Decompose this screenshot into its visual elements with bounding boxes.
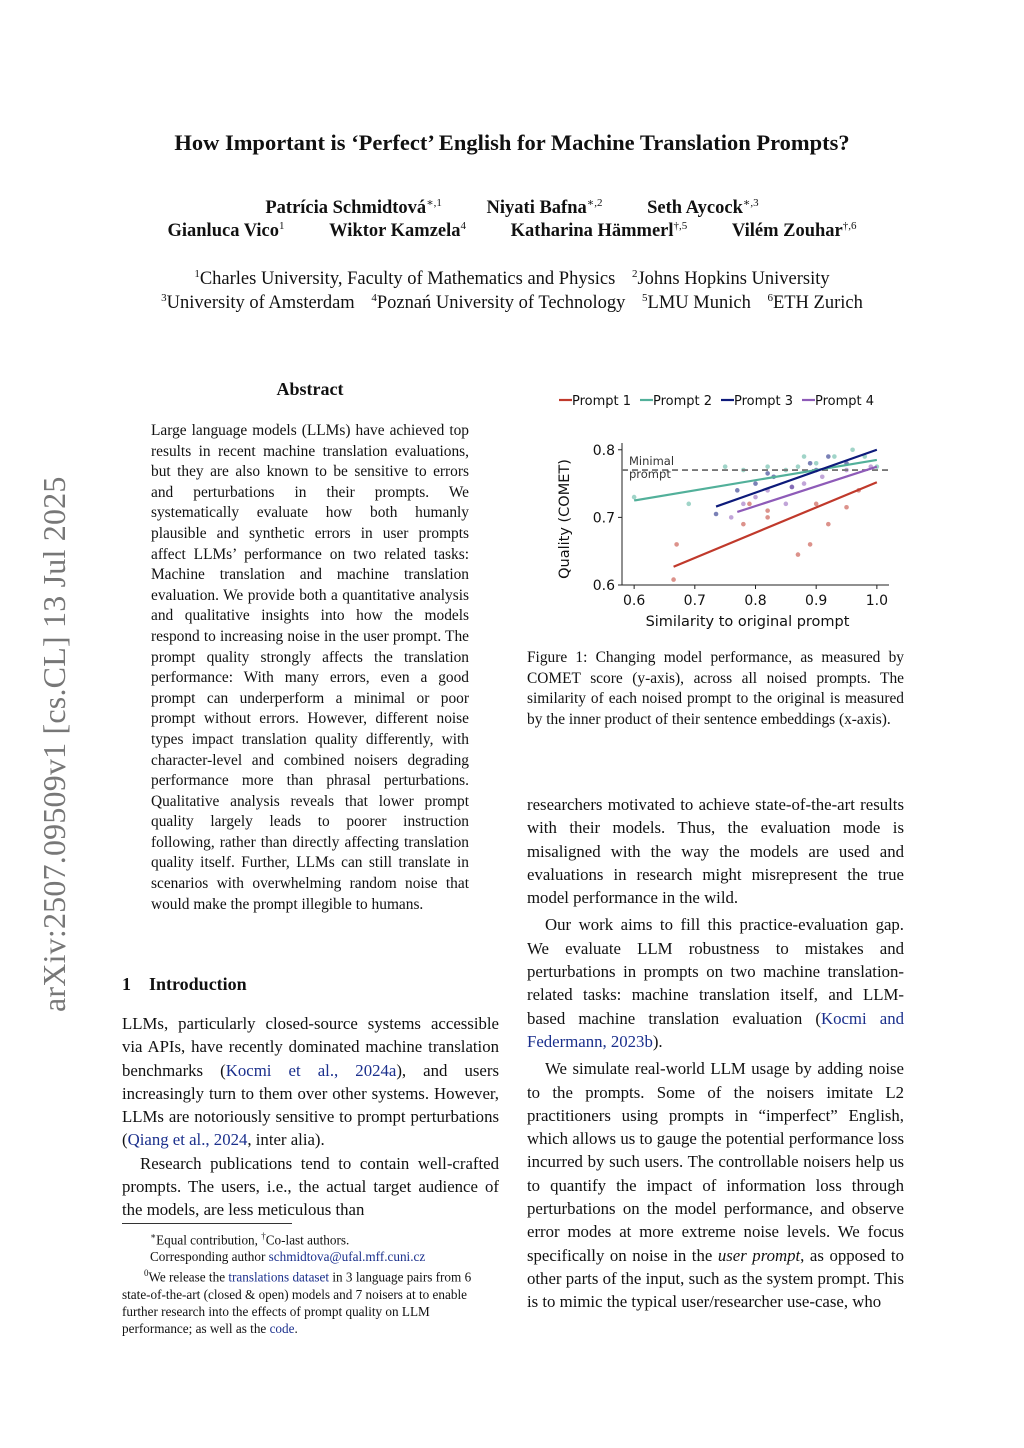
paragraph: LLMs, particularly closed-source systems accessible via APIs, have recently dominated machine translation benchmarks (Kocmi et al., 2024a), and users increasingly turn to them over other systems. However, LLMs are notoriously sensitive to prompt perturbations (Qiang et al., 2024, inter alia). (122, 1014, 499, 1150)
data-point (808, 461, 813, 466)
data-point (747, 502, 752, 507)
affiliation-row-2 (0, 292, 1024, 314)
data-point (802, 454, 807, 459)
paragraph: researchers motivated to achieve state-of-the-art results with their models. Thus, the evaluation mode is misaligned with the way the models are used and evaluations in research might misrepresent the true model performance in the wild. (527, 795, 904, 908)
citation-link[interactable]: Kocmi et al., 2024a (225, 1060, 397, 1080)
data-point (784, 502, 789, 507)
data-point (820, 475, 825, 480)
x-axis-label: Similarity to original prompt (645, 614, 850, 630)
plot-area (557, 443, 889, 630)
legend-label: Prompt 4 (815, 394, 875, 409)
x-tick-label: 0.9 (805, 593, 828, 609)
arxiv-identifier[interactable]: arXiv:2507.09509v1 [cs.CL] 13 Jul 2025 (36, 476, 72, 1012)
data-point (735, 488, 740, 493)
data-point (796, 552, 801, 557)
reference-label: Minimal (629, 454, 675, 469)
legend-label: Prompt 2 (653, 394, 713, 409)
footnote: $^0$We release the translations dataset in 3 language pairs from 6 state-of-the-art (closed & open) models and 7 noisers at to enable further research into the effects of prompt quality on LLM performance; as well as the code. (122, 1268, 472, 1336)
citation-link[interactable]: Kocmi and Federmann, 2023b (527, 1008, 904, 1051)
data-point (832, 454, 837, 459)
email-link[interactable]: schmidtova@ufal.mff.cuni.cz (268, 1249, 426, 1265)
author: Vilém Zouhar$^{\dagger,6}$ (731, 220, 857, 242)
data-point (826, 454, 831, 459)
paper-title: How Important is ‘Perfect’ English for Machine Translation Prompts? (174, 130, 850, 155)
y-tick-label: 0.6 (592, 578, 615, 594)
author-row-2 (0, 220, 1024, 242)
data-point (765, 464, 770, 469)
footnote-rule (122, 1223, 292, 1224)
data-point (632, 495, 637, 500)
data-point (808, 542, 813, 547)
affiliation: $^3$University of Amsterdam (161, 292, 355, 314)
affiliation: $^2$Johns Hopkins University (631, 268, 830, 290)
legend-label: Prompt 3 (734, 394, 794, 409)
data-point (686, 502, 691, 507)
code-link[interactable]: code (269, 1320, 295, 1336)
data-point (850, 447, 855, 452)
data-point (790, 485, 795, 490)
author: Niyati Bafna$^{∗,2}$ (486, 197, 603, 219)
trend-line (716, 450, 877, 507)
affiliation-row-1 (0, 268, 1024, 290)
figure-1-chart (527, 385, 904, 635)
paragraph: Our work aims to fill this practice-evaluation gap. We evaluate LLM robustness to mistakes and perturbations in prompts on two machine translation-related tasks: machine translation itself, and LLM-based machine translation evaluation (Kocmi and Federmann, 2023b). (527, 915, 904, 1051)
abstract-text: Large language models (LLMs) have achieved top results in recent machine translation evaluations, but they are also known to be sensitive to errors and perturbations in their prompts. We systematically evaluate how both humanly plausible and synthetic errors in user prompts affect LLMs’ performance on two related tasks: Machine translation and machine translation evaluation. We provide both a quantitative analysis and qualitative insights into how the models respond to increasing noise in the user prompt. The prompt quality strongly affects the translation performance: With many errors, even a good prompt can underperform a minimal or poor prompt without errors. However, different noise types impact translation quality differently, with character-level and combined noisers degrading performance more than phrasal perturbations. Qualitative analysis reveals that lower prompt quality largely leads to poorer instruction following, rather than directly affecting translation quality itself. Further, LLMs can still translate in scenarios with overwhelming random noise that would make the prompt illegible to humans. (151, 422, 469, 913)
chart-legend (559, 394, 874, 409)
affiliation: $^6$ETH Zurich (767, 292, 863, 314)
data-point (802, 481, 807, 486)
y-tick-label: 0.8 (592, 442, 615, 459)
data-point (723, 464, 728, 469)
affiliation: $^1$Charles University, Faculty of Mathematics and Physics (194, 268, 616, 290)
intro-left-column (122, 1012, 499, 1222)
data-point (814, 502, 819, 507)
citation-link[interactable]: Qiang et al., 2024 (127, 1130, 248, 1150)
footnote: ∗Equal contribution, †Co-last authors. (150, 1231, 350, 1248)
dataset-link[interactable]: translations dataset (228, 1269, 330, 1285)
data-point (674, 542, 679, 547)
paragraph: Research publications tend to contain well-crafted prompts. The users, i.e., the actual target audience of the models, are less meticulous than (122, 1153, 499, 1220)
author: Katharina Hämmerl$^{\dagger,5}$ (510, 220, 688, 242)
y-tick-label: 0.7 (592, 510, 615, 527)
author: Wiktor Kamzela$^4$ (329, 220, 467, 242)
data-point (844, 505, 849, 510)
section-heading: 1 Introduction (122, 974, 247, 994)
data-point (765, 508, 770, 513)
data-point (741, 502, 746, 507)
data-point (714, 512, 719, 517)
affiliation: $^4$Poznań University of Technology (371, 292, 626, 314)
author-row-1 (0, 196, 1024, 219)
figure-caption: Figure 1: Changing model performance, as measured by COMET score (y-axis), across all noised prompts. The similarity of each noised prompt to the original is measured by the inner product of their sentence embeddings (x-axis). (527, 649, 904, 728)
reference-label: prompt (629, 467, 671, 482)
data-point (814, 461, 819, 466)
x-tick-label: 0.7 (683, 593, 706, 609)
data-point (765, 515, 770, 520)
data-point (826, 522, 831, 527)
abstract-heading: Abstract (276, 379, 344, 399)
trend-line (674, 482, 877, 567)
y-axis-label: Quality (COMET) (557, 459, 573, 579)
data-point (729, 515, 734, 520)
x-tick-label: 0.6 (623, 593, 646, 609)
data-point (753, 481, 758, 486)
x-tick-label: 1.0 (865, 593, 888, 609)
author: Gianluca Vico$^1$ (167, 220, 285, 242)
paragraph: We simulate real-world LLM usage by adding noise to the prompts. Some of the noisers imitate L2 practitioners using prompts in “imperfect” English, which allows us to gauge the potential performance loss incurred by such users. The controllable noisers help us to quantify the impact of information loss through perturbations on the model performance, and observe error modes at more extreme noise levels. We focus specifically on noise in the user prompt, as opposed to other parts of the input, such as the system prompt. This is to mimic the typical user/researcher use-case, who (527, 1059, 904, 1312)
data-point (671, 577, 676, 582)
data-point (753, 495, 758, 500)
data-point (765, 471, 770, 476)
footnote: Corresponding author schmidtova@ufal.mff.cuni.cz (150, 1249, 426, 1265)
author: Patrícia Schmidtová$^{∗,1}$ (265, 197, 442, 219)
legend-label: Prompt 1 (572, 394, 632, 409)
data-point (741, 522, 746, 527)
x-tick-label: 0.8 (744, 593, 767, 609)
footnotes (122, 1228, 499, 1337)
author: Seth Aycock$^{∗,3}$ (647, 197, 759, 219)
data-point (796, 464, 801, 469)
affiliation: $^5$LMU Munich (642, 292, 751, 314)
intro-right-column (527, 793, 904, 1314)
